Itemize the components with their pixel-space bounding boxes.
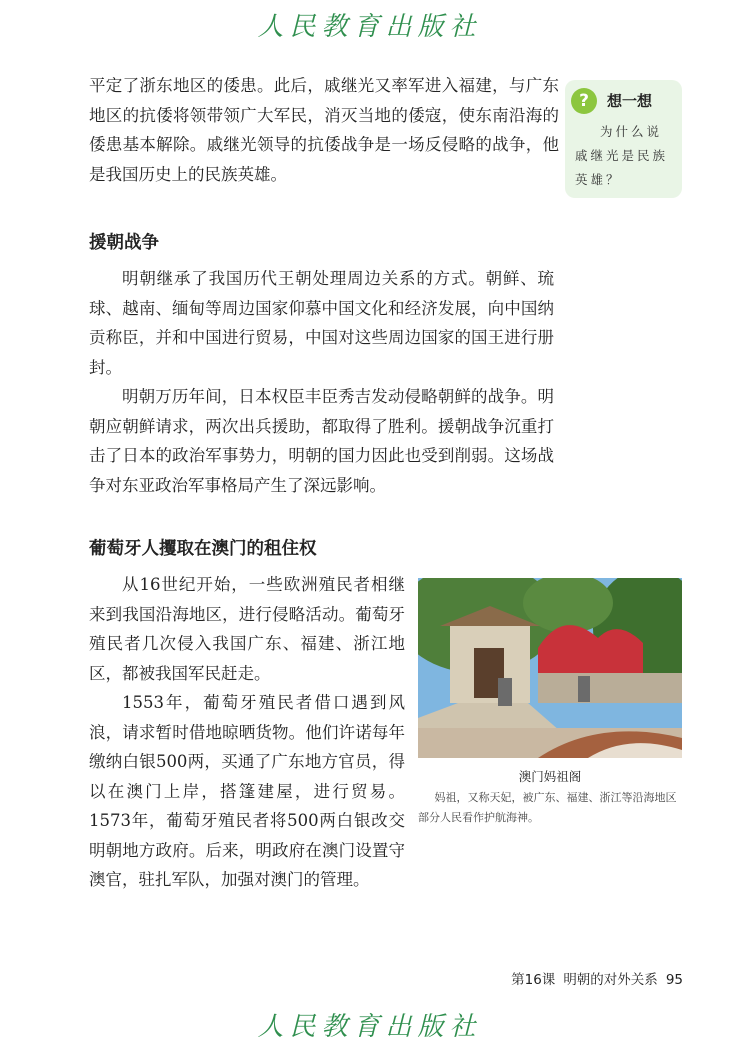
page-number: 95	[665, 972, 683, 988]
section1-paragraph-1: 明朝继承了我国历代王朝处理周边关系的方式。朝鲜、琉球、越南、缅甸等周边国家仰慕中国文化和经济发展，向中国纳贡称臣，并和中国进行贸易，中国对这些周边国家的国王进行册封。	[89, 269, 554, 377]
think-text: 为什么说戚继光是民族英雄？	[575, 124, 669, 187]
lesson-title: 明朝的对外关系	[563, 972, 658, 988]
publisher-logo-bottom: 人民教育出版社	[257, 1012, 482, 1042]
section1-paragraph-2: 明朝万历年间，日本权臣丰臣秀吉发动侵略朝鲜的战争。明朝应朝鲜请求，两次出兵援助，都取得了胜利。援朝战争沉重打击了日本的政治军事势力，明朝的国力因此也受到削弱。这场战争对东亚政治军事格局产生了深远影响。	[89, 387, 554, 495]
figure-caption-text: 妈祖，又称天妃，被广东、福建、浙江等沿海地区部分人民看作护航海神。	[418, 791, 677, 824]
intro-paragraph: 平定了浙东地区的倭患。此后，戚继光又率军进入福建，与广东地区的抗倭将领带领广大军民，消灭当地的倭寇，使东南沿海的倭患基本解除。戚继光领导的抗倭战争是一场反侵略的战争，他是我国历史上的民族英雄。	[89, 76, 559, 184]
figure-caption-title: 澳门妈祖阁	[518, 769, 582, 784]
section-heading-macau: 葡萄牙人攫取在澳门的租住权	[89, 539, 317, 559]
think-box	[565, 80, 682, 198]
question-icon: ?	[571, 88, 597, 114]
page-footer	[503, 968, 683, 988]
think-title: 想一想	[607, 92, 653, 110]
section-heading-aid-korea: 援朝战争	[89, 233, 159, 253]
publisher-logo-top: 人民教育出版社	[257, 12, 482, 42]
section2-paragraph-1: 从16世纪开始，一些欧洲殖民者相继来到我国沿海地区，进行侵略活动。葡萄牙殖民者几次侵入我国广东、福建、浙江地区，都被我国军民赶走。	[89, 575, 405, 683]
section2-paragraph-2: 1553年，葡萄牙殖民者借口遇到风浪，请求暂时借地晾晒货物。他们许诺每年缴纳白银500两，买通了广东地方官员，得以在澳门上岸，搭篷建屋，进行贸易。1573年，葡萄牙殖民者将500两白银改交明朝地方政府。后来，明政府在澳门设置守澳官，驻扎军队，加强对澳门的管理。	[89, 693, 405, 889]
a-ma-temple-photo	[418, 578, 682, 758]
lesson-number: 第16课	[511, 972, 556, 988]
